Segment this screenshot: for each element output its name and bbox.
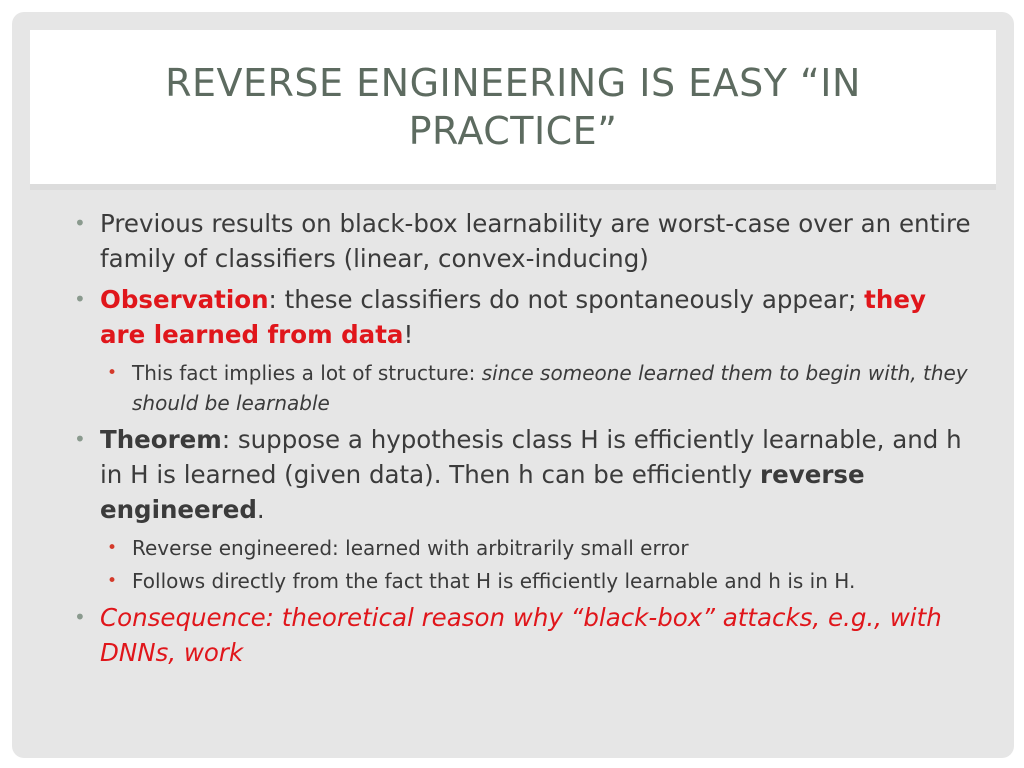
bullet-dot-icon: • — [74, 605, 86, 629]
title-line-1: REVERSE ENGINEERING IS EASY “IN — [165, 61, 861, 105]
sub-bullet-structure — [72, 358, 972, 418]
sub-bullet-text: Follows directly from the fact that H is efficiently learnable and h is in H. — [132, 569, 856, 593]
title-box — [30, 30, 996, 190]
sub-bullet-italic: since someone learned them to begin with, they should be learnable — [132, 361, 968, 415]
slide-body — [72, 206, 972, 676]
theorem-label: Theorem — [100, 425, 222, 454]
slide-title — [133, 59, 893, 155]
title-line-2: PRACTICE” — [408, 109, 618, 153]
bullet-observation — [72, 282, 972, 352]
slide — [12, 12, 1014, 758]
bullet-dot-icon: • — [74, 427, 86, 451]
sub-bullet-follows — [72, 566, 972, 596]
bullet-theorem — [72, 422, 972, 527]
bullet-dot-icon: • — [74, 287, 86, 311]
theorem-emphasis: reverse engineered — [100, 460, 865, 524]
sub-bullet-dot-icon: • — [107, 571, 118, 591]
observation-text: : these classifiers do not spontaneously appear; — [268, 285, 865, 314]
consequence-text: Consequence: theoretical reason why “black-box” attacks, e.g., with DNNs, work — [100, 603, 942, 667]
observation-label: Observation — [100, 285, 269, 314]
observation-emphasis: they are learned from data — [100, 285, 926, 349]
bullet-text: Previous results on black-box learnability are worst-case over an entire family of classifiers (linear, convex-inducing) — [100, 209, 971, 273]
observation-sub-list — [72, 358, 972, 418]
sub-bullet-reverse-engineered — [72, 533, 972, 563]
sub-bullet-dot-icon: • — [107, 363, 118, 383]
theorem-tail: . — [256, 495, 265, 524]
bullet-previous-results — [72, 206, 972, 276]
sub-bullet-dot-icon: • — [107, 538, 118, 558]
bullet-list — [72, 206, 972, 670]
theorem-sub-list — [72, 533, 972, 596]
theorem-text: : suppose a hypothesis class H is efficiently learnable, and h in H is learned (given data). Then h can be efficiently — [100, 425, 962, 489]
bullet-dot-icon: • — [74, 211, 86, 235]
observation-tail: ! — [403, 320, 414, 349]
sub-bullet-text: Reverse engineered: learned with arbitrarily small error — [132, 536, 689, 560]
bullet-consequence — [72, 600, 972, 670]
sub-bullet-text: This fact implies a lot of structure: — [132, 361, 482, 385]
